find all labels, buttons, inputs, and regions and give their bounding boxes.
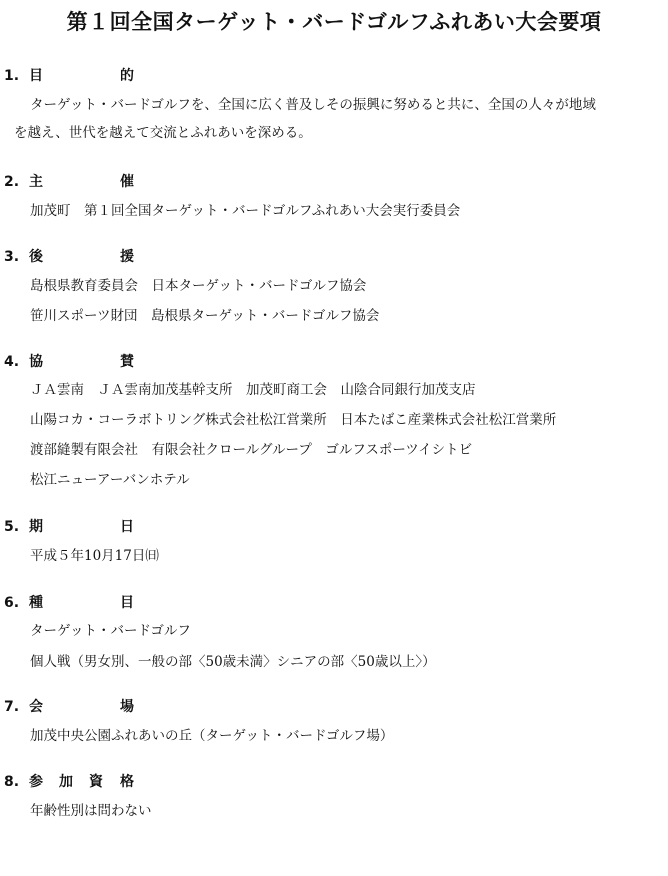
body-line: 平成５年10月17日㈰ [30,548,159,564]
section-support [0,247,668,324]
section-heading [0,172,668,192]
body-line: ターゲット・バードゴルフ [30,623,191,639]
section-number: 3. [4,249,20,265]
heading-char: 協 [29,354,43,370]
heading-char: 賛 [120,354,134,370]
heading-char: 目 [29,68,43,84]
body-line: 個人戦（男女別、一般の部〈50歳未満〉シニアの部〈50歳以上〉） [30,654,436,670]
heading-char: 的 [120,68,134,84]
heading-char: 援 [120,249,134,265]
section-number: 2. [4,174,20,190]
heading-char: 目 [120,595,134,611]
section-event [0,593,668,670]
body-line: を越え、世代を越えて交流とふれあいを深める。 [14,125,312,141]
heading-char: 資 [89,774,103,790]
section-purpose [0,66,668,141]
section-number: 6. [4,595,20,611]
heading-char: 会 [29,699,43,715]
heading-char: 催 [120,174,134,190]
heading-char: 参 [29,774,43,790]
section-venue [0,697,668,744]
section-number: 7. [4,699,20,715]
section-heading [0,697,668,717]
section-number: 1. [4,68,20,84]
section-heading [0,772,668,792]
body-line: 山陽コカ・コーラボトリング株式会社松江営業所 日本たばこ産業株式会社松江営業所 [30,412,557,428]
body-line: ターゲット・バードゴルフを、全国に広く普及しその振興に努めると共に、全国の人々が地域 [30,97,596,113]
body-line: 年齢性別は問わない [30,803,152,819]
section-heading [0,593,668,613]
section-number: 5. [4,519,20,535]
heading-char: 加 [59,774,73,790]
body-line: ＪＡ雲南 ＪＡ雲南加茂基幹支所 加茂町商工会 山陰合同銀行加茂支店 [30,382,476,398]
section-heading [0,66,668,86]
body-line: 笹川スポーツ財団 島根県ターゲット・バードゴルフ協会 [30,308,380,324]
section-date [0,517,668,564]
section-eligibility [0,772,668,819]
heading-char: 主 [29,174,43,190]
section-heading [0,247,668,267]
heading-char: 格 [120,774,134,790]
section-organizer [0,172,668,219]
heading-char: 後 [29,249,43,265]
heading-char: 日 [120,519,134,535]
section-heading [0,517,668,537]
body-line: 渡部縫製有限会社 有限会社クロールグループ ゴルフスポーツイシトビ [30,442,473,458]
heading-char: 場 [120,699,134,715]
heading-char: 種 [29,595,43,611]
section-number: 8. [4,774,20,790]
body-line: 加茂中央公園ふれあいの丘（ターゲット・バードゴルフ場） [30,728,394,744]
section-number: 4. [4,354,20,370]
document-title: 第１回全国ターゲット・バードゴルフふれあい大会要項 [66,10,602,34]
section-sponsors [0,352,668,488]
section-heading [0,352,668,372]
body-line: 松江ニューアーバンホテル [30,472,190,488]
body-line: 加茂町 第１回全国ターゲット・バードゴルフふれあい大会実行委員会 [30,203,461,219]
body-line: 島根県教育委員会 日本ターゲット・バードゴルフ協会 [30,278,367,294]
heading-char: 期 [29,519,43,535]
